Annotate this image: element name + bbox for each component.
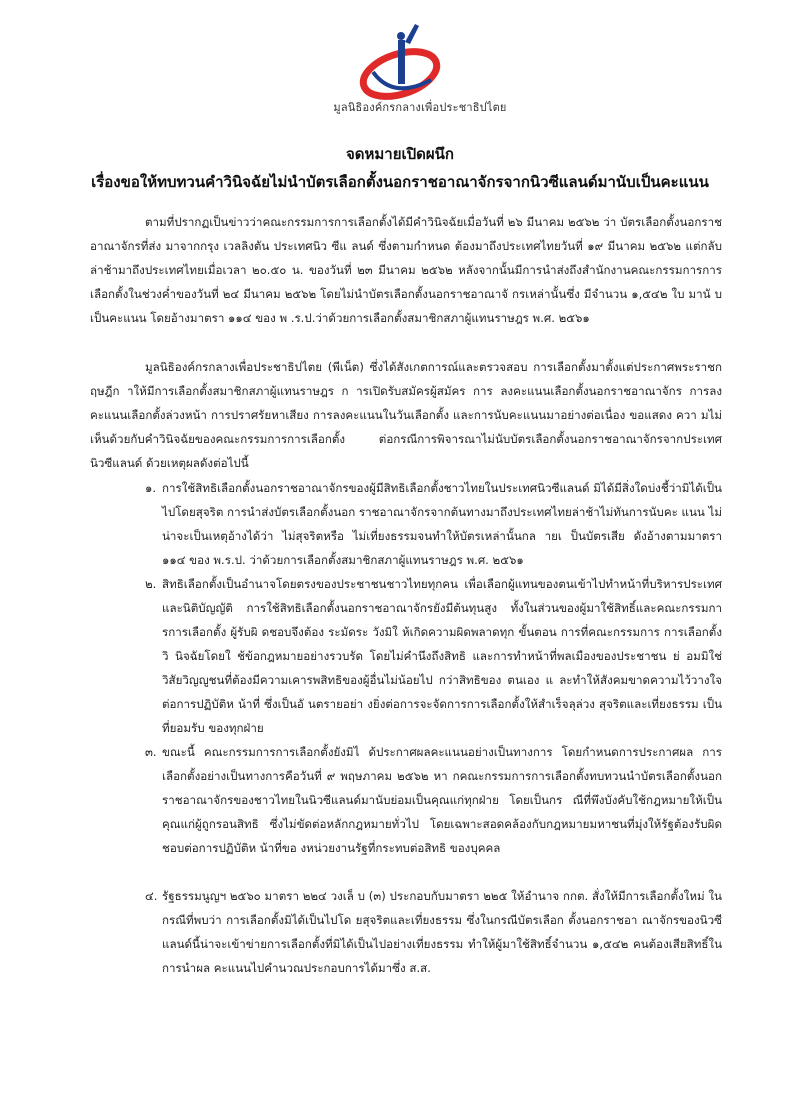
paragraph-2: มูลนิธิองค์กรกลางเพื่อประชาธิปไตย (พีเน็ต) ซึ่งได้สังเกตการณ์และตรวจสอบ การเลือกตั้งมาตั้งแต่ประกาศพระราชกฤษฎีก าให้มีการเลือกตั้งสมาชิกสภาผู้แทนราษฎร ก ารเปิดรับสมัครผู้สมัคร การ ลงคะแนนเลือกตั้งนอกราชอาณาจักร การลงคะแนนเลือกตั้งล่วงหน้า การปราศรัยหาเสียง การลงคะแนนในวันเลือกตั้ง และการนับคะแนนมาอย่างต่อเนื่อง ขอแสดง ควา มไม่เห็นด้วยกับคำวินิจฉัยของคณะกรรมการการเลือกตั้ง ต่อกรณีการพิจารณาไม่นับบัตรเลือกตั้งนอกราชอาณาจักรจากประเทศนิวซีแลนด์ ด้วยเหตุผลดังต่อไปนี้ (90, 360, 722, 470)
organization-name: มูลนิธิองค์กรกลางเพื่อประชาธิปไตย (333, 101, 507, 114)
list-item-number: ๓. (145, 745, 157, 759)
list-item-text: การใช้สิทธิเลือกตั้งนอกราชอาณาจักรของผู้มีสิทธิเลือกตั้งชาวไทยในประเทศนิวซีแลนด์ มิได้มีสิ่งใดบ่งชี้ว่ามิได้เป็นไปโดยสุจริต การนำส่งบัตรเลือกตั้งนอก ราชอาณาจักรจากต้นทางมาถึงประเทศไทยล่าช้าไม่ทันการนับคะ แนน ไม่น่าจะเป็นเหตุอ้างได้ว่า ไม่สุจริตหรือ ไม่เที่ยงธรรมจนทำให้บัตรเหล่านั้นกล ายเ ป็นบัตรเสีย ดังอ้างตามมาตรา ๑๑๔ ของ พ.ร.ป. ว่าด้วยการเลือกตั้งสมาชิกสภาผู้แทนราษฎร พ.ศ. ๒๕๖๑ (162, 481, 723, 567)
organization-logo (353, 22, 447, 102)
list-item (90, 884, 722, 980)
list-item-number: ๔. (145, 889, 158, 903)
paragraph-1: ตามที่ปรากฏเป็นข่าวว่าคณะกรรมการการเลือกตั้งได้มีคำวินิจฉัยเมื่อวันที่ ๒๖ มีนาคม ๒๕๖๒ ว่า บัตรเลือกตั้งนอกราชอาณาจักรที่ส่ง มาจากกรุง เวลลิงตัน ประเทศนิว ซีแ ลนด์ ซึ่งตามกำหนด ต้องมาถึงประเทศไทยวันที่ ๑๙ มีนาคม ๒๕๖๒ แต่กลับล่าช้ามาถึงประเทศไทยเมื่อเวลา ๒๐.๕๐ น. ของวันที่ ๒๓ มีนาคม ๒๕๖๒ หลังจากนั้นมีการนำส่งถึงสำนักงานคณะกรรมการการเลือกตั้งในช่วงค่ำของวันที่ ๒๔ มีนาคม ๒๕๖๒ โดยไม่นำบัตรเลือกตั้งนอกราชอาณาจั กรเหล่านั้นซึ่ง มีจำนวน ๑,๕๔๒ ใบ มานั บเป็นคะแนน โดยอ้างมาตรา ๑๑๔ ของ พ .ร.ป.ว่าด้วยการเลือกตั้งสมาชิกสภาผู้แทนราษฎร พ.ศ. ๒๕๖๑ (90, 215, 722, 325)
list-item (90, 572, 722, 740)
list-item-text: รัฐธรรมนูญฯ ๒๕๖๐ มาตรา ๒๒๔ วงเล็ บ (๓) ประกอบกับมาตรา ๒๒๕ ให้อำนาจ กกต. สั่งให้มีการเลือกตั้งใหม่ ในกรณีที่พบว่า การเลือกตั้งมิได้เป็นไปโด ยสุจริตและเที่ยงธรรม ซึ่งในกรณีบัตรเลือก ตั้งนอกราชอา ณาจักรของนิวซี แลนด์นี้น่าจะเข้าข่ายการเลือกตั้งที่มิได้เป็นไปอย่างเที่ยงธรรม ทำให้ผู้มาใช้สิทธิ์จำนวน ๑,๕๔๒ คนต้องเสียสิทธิ์ในการนำผล คะแนนไปคำนวณประกอบการได้มาซึ่ง ส.ส. (162, 889, 722, 975)
list-item-number: ๑. (145, 481, 157, 495)
list-item-text: ขณะนี้ คณะกรรมการการเลือกตั้งยังมิไ ด้ประกาศผลคะแนนอย่างเป็นทางการ โดยกำหนดการประกาศผล การเลือกตั้งอย่างเป็นทางการคือวันที่ ๙ พฤษภาคม ๒๕๖๒ หา กคณะกรรมการการเลือกตั้งทบทวนนำบัตรเลือกตั้งนอกราชอาณาจักรของชาวไทยในนิวซีแลนด์มานับย่อมเป็นคุณแก่ทุกฝ่าย โดยเป็นกร ณีที่พึงบังคับใช้กฎหมายให้เป็นคุณแก่ผู้ถูกรอนสิทธิ ซึ่งไม่ขัดต่อหลักกฎหมายทั่วไป โดยเฉพาะสอดคล้องกับกฎหมายมหาชนที่มุ่งให้รัฐต้องรับผิดชอบต่อการปฏิบัติห น้าที่ขอ งหน่วยงานรัฐที่กระทบต่อสิทธิ ของบุคคล (162, 745, 722, 855)
list-item (90, 740, 722, 860)
letter-title: จดหมายเปิดผนึก (345, 145, 455, 163)
letter-subject: เรื่องขอให้ทบทวนคำวินิจฉัยไม่นำบัตรเลือกตั้งนอกราชอาณาจักรจากนิวซีแลนด์มานับเป็นคะแนน (91, 173, 709, 191)
list-item (90, 476, 722, 572)
list-item-text: สิทธิเลือกตั้งเป็นอำนาจโดยตรงของประชาชนชาวไทยทุกคน เพื่อเลือกผู้แทนของตนเข้าไปทำหน้าที่บริหารประเทศและนิติบัญญัติ การใช้สิทธิเลือกตั้งนอกราชอาณาจักรยังมีต้นทุนสูง ทั้งในส่วนของผู้มาใช้สิทธิ์และคณะกรรมกา รการเลือกตั้ง ผู้รับผิ ดชอบจึงต้อง ระมัดระ วังมิใ ห้เกิดความผิดพลาดทุก ขั้นตอน การที่คณะกรรมการ การเลือกตั้งวิ นิจฉัยโดยใ ช้ข้อกฎหมายอย่างรวบรัด โดยไม่คำนึงถึงสิทธิ และการทำหน้าที่พลเมืองของประชาชน ย่ อมมิใช่วิสัยวิญญูชนที่ต้องมีความเคารพสิทธิของผู้อื่นไม่น้อยไป กว่าสิทธิของ ตนเอง แ ละทำให้สังคมขาดความไว้วางใจต่อการปฏิบัติห น้าที่ ซึ่งเป็นอั นตรายอย่า งยิ่งต่อการจะจัดการการเลือกตั้งให้สำเร็จลุล่วง สุจริตและเที่ยงธรรม เป็นที่ยอมรับ ของทุกฝ่าย (162, 577, 722, 735)
list-item-number: ๒. (145, 577, 157, 591)
